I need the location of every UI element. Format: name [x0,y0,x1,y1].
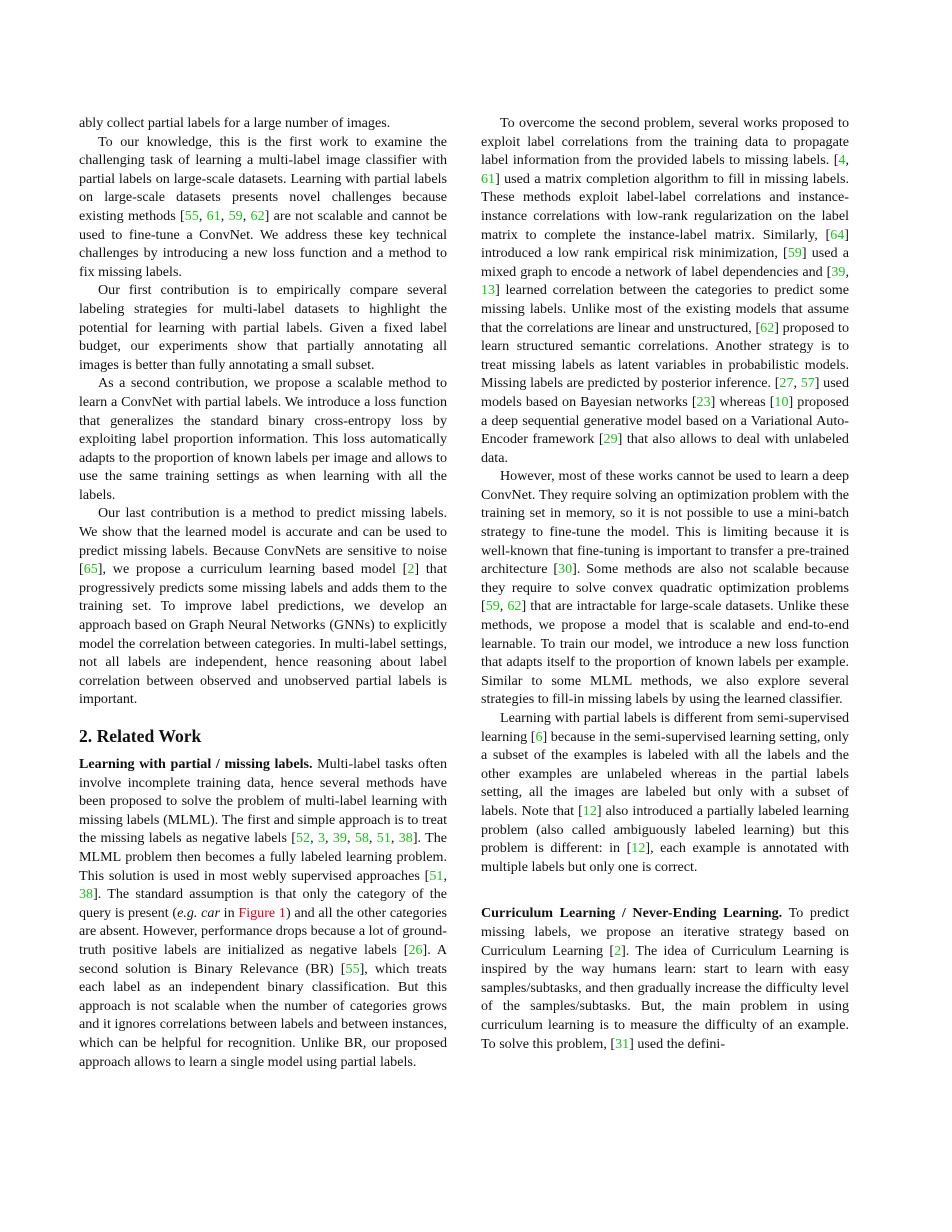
citation-link[interactable]: 61 [481,170,496,187]
citation-link[interactable]: 2 [407,561,415,578]
citation-link[interactable]: 29 [603,431,618,448]
citation-link[interactable]: 51 [376,830,391,847]
run-in-heading: Curriculum Learning / Never-Ending Learning. [481,905,783,922]
citation-link[interactable]: 51 [429,867,444,884]
paragraph-knowledge: To our knowledge, this is the first work to examine the challenging task of learning a multi-label image classifier with partial labels on large-scale datasets. Learning with partial labels on large-scale datasets presents novel challenges because existing methods [55, 61, 59, 62] are not scalable and cannot be used to fine-tune a ConvNet. We address these key technical challenges by introducing a new loss function and a method to fix missing labels. [79,133,448,280]
citation-link[interactable]: 31 [615,1035,630,1052]
run-in-heading: Learning with partial / missing labels. [79,756,313,772]
citation-link[interactable]: 12 [631,840,646,857]
citation-link[interactable]: 59 [485,598,500,615]
citation-link[interactable]: 59 [228,207,243,224]
citation-link[interactable]: 4 [838,152,846,169]
citation-link[interactable]: 61 [206,207,221,224]
citation-link[interactable]: 55 [184,207,199,224]
citation-link[interactable]: 38 [79,886,94,903]
paragraph-last-contribution: Our last contribution is a method to predict missing labels. We show that the learned model is accurate and can be used to predict missing labels. Because ConvNets are sensitive to noise [65], we propose a curriculum learning based model [2] that progressively predicts some missing labels and adds them to the training set. To improve label predictions, we develop an approach based on Graph Neural Networks (GNNs) to explicitly model the correlation between categories. In multi-label settings, not all labels are independent, hence reasoning about label correlation between observed and unobserved partial labels is important. [79,505,448,708]
citation-link[interactable]: 64 [830,226,845,243]
paragraph-first-contribution: Our first contribution is to empirically compare several labeling strategies for multi-label datasets to highlight the potential for learning with partial labels. Given a fixed label budget, our experiments show that partially annotating all images is better than fully annotating a small subset. [79,282,447,373]
citation-link[interactable]: 30 [558,561,573,578]
citation-link[interactable]: 23 [696,393,711,410]
paragraph-partial-labels: Learning with partial / missing labels. Multi-label tasks often involve incomplete training data, hence several methods have been proposed to solve the problem of multi-label learning with missing labels (MLML). The first and simple approach is to treat the missing labels as negative labels [52, 3, 39, 58, 51, 38]. The MLML problem then becomes a fully labeled learning problem. This solution is used in most webly supervised approaches [51, 38]. The standard assumption is that only the category of the query is present (e.g. car in Figure 1) and all the other categories are absent. However, performance drops because a lot of ground-truth positive labels are initialized as negative labels [26]. A second solution is Binary Relevance (BR) [55], which treats each label as an independent binary classification. But this approach is not scalable when the number of categories grows and it ignores correlations between labels and between instances, which can be helpful for recognition. Unlike BR, our proposed approach allows to learn a single model using partial labels. [79,756,448,1070]
right-column [481,114,849,1053]
paragraph-continued: ably collect partial labels for a large number of images. [79,115,391,131]
paragraph-convnet-limitations: However, most of these works cannot be used to learn a deep ConvNet. They require solving an optimization problem with the training set in memory, so it is not possible to use a mini-batch strategy to fine-tune the model. This is limiting because it is well-known that fine-tuning is important to transfer a pre-trained architecture [30]. Some methods are also not scalable because they require to solve convex quadratic optimization problems [59, 62] that are intractable for large-scale datasets. Unlike these methods, we propose a model that is scalable and end-to-end learnable. To train our model, we introduce a new loss function that adapts itself to the proportion of known labels per example. Similar to some MLML methods, we also explore several strategies to fill-in missing labels by using the learned classifier. [481,468,850,708]
citation-link[interactable]: 52 [296,830,311,847]
figure-reference-link[interactable]: Figure 1 [238,904,286,921]
paragraph-label-correlations: To overcome the second problem, several works proposed to exploit label correlations from the training data to propagate label information from the provided labels to missing labels. [4, 61] used a matrix completion algorithm to fill in missing labels. These methods exploit label-label correlations and instance-instance correlations with low-rank regularization on the label matrix to complete the instance-label matrix. Similarly, [64] introduced a low rank empirical risk minimization, [59] used a mixed graph to encode a network of label dependencies and [39, 13] learned correlation between the categories to predict some missing labels. Unlike most of the existing models that assume that the correlations are linear and unstructured, [62] proposed to learn structured semantic correlations. Another strategy is to treat missing labels as latent variables in probabilistic models. Missing labels are predicted by posterior inference. [27, 57] used models based on Bayesian networks [23] whereas [10] proposed a deep sequential generative model based on a Variational Auto-Encoder framework [29] that also allows to deal with unlabeled data. [481,115,849,466]
citation-link[interactable]: 55 [345,960,360,977]
citation-link[interactable]: 2 [614,942,622,959]
citation-link[interactable]: 57 [800,375,815,392]
citation-link[interactable]: 65 [83,561,98,578]
citation-link[interactable]: 10 [774,393,789,410]
citation-link[interactable]: 59 [787,245,802,262]
citation-link[interactable]: 62 [760,319,775,336]
citation-link[interactable]: 27 [779,375,794,392]
citation-link[interactable]: 26 [408,941,423,958]
citation-link[interactable]: 12 [582,802,597,819]
paragraph-second-contribution: As a second contribution, we propose a scalable method to learn a ConvNet with partial labels. We introduce a loss function that generalizes the standard binary cross-entropy loss by exploiting label proportion information. This loss automatically adapts to the proportion of known labels per image and allows to use the same training settings as when learning with all the labels. [79,375,447,503]
citation-link[interactable]: 39 [332,830,347,847]
citation-link[interactable]: 39 [831,263,846,280]
left-column [79,114,447,1071]
paragraph-gap [481,876,849,904]
citation-link[interactable]: 38 [398,830,413,847]
citation-link[interactable]: 6 [535,728,543,745]
paragraph-semi-supervised: Learning with partial labels is different from semi-supervised learning [6] because in the semi-supervised learning setting, only a subset of the examples is labeled with all the labels and the other examples are unlabeled whereas in the partial labels setting, all the images are labeled but only with a subset of labels. Note that [12] also introduced a partially labeled learning problem (also called ambiguously labeled learning) but this problem is different: in [12], each example is annotated with multiple labels but only one is correct. [481,710,849,875]
citation-link[interactable]: 13 [481,282,496,299]
citation-link[interactable]: 58 [354,830,369,847]
paragraph-curriculum-learning: Curriculum Learning / Never-Ending Learning. To predict missing labels, we propose an iterative strategy based on Curriculum Learning [2]. The idea of Curriculum Learning is inspired by the way humans learn: start to learn with easy samples/subtasks, and then gradually increase the difficulty level of the samples/subtasks. But, the main problem in using curriculum learning is to measure the difficulty of an example. To solve this problem, [31] used the defini- [481,905,849,1052]
citation-link[interactable]: 3 [317,830,325,847]
section-heading-related-work: 2. Related Work [79,726,202,746]
citation-link[interactable]: 62 [250,207,265,224]
citation-link[interactable]: 62 [507,598,522,615]
italic-example: e.g. car [177,904,220,921]
